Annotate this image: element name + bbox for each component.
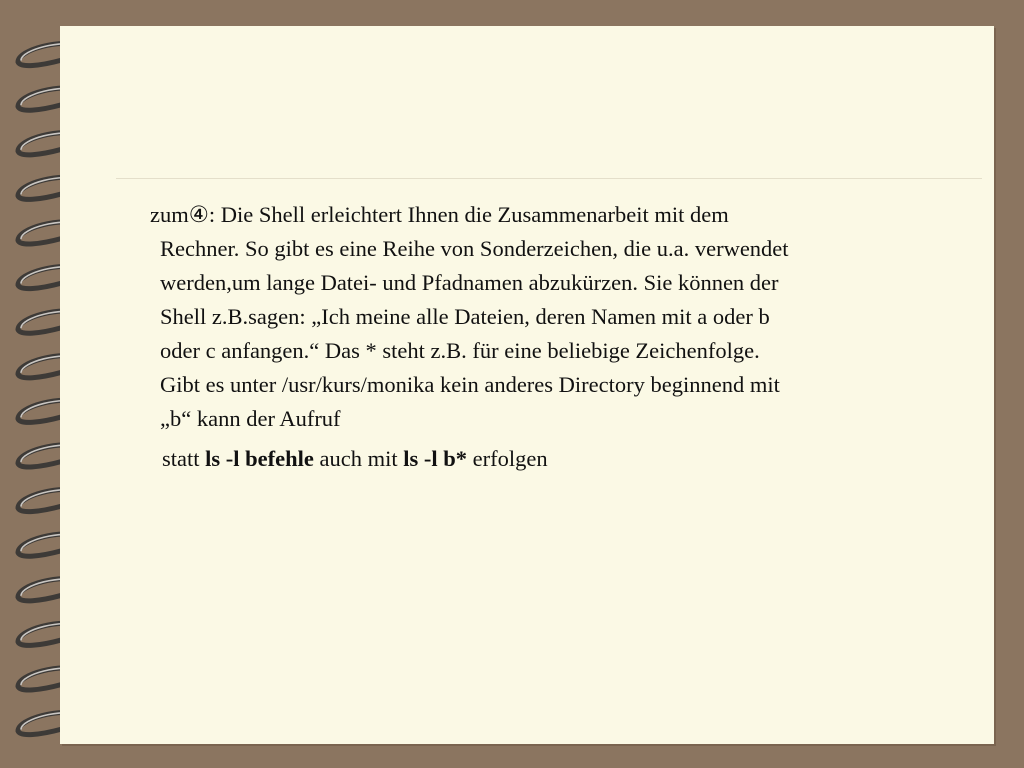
text-line: Rechner. So gibt es eine Reihe von Sonderzeichen, die u.a. verwendet: [160, 236, 789, 261]
text-line: oder c anfangen.“ Das * steht z.B. für eine beliebige Zeichenfolge.: [160, 338, 760, 363]
paragraph-command-example: [162, 442, 970, 476]
paragraph-shell-special-chars: [150, 198, 970, 436]
text-run: statt: [162, 446, 206, 471]
header-divider: [116, 178, 982, 179]
text-line: „b“ kann der Aufruf: [160, 406, 341, 431]
text-run: auch mit: [313, 446, 404, 471]
text-line: werden,um lange Datei- und Pfadnamen abzukürzen. Sie können der: [160, 270, 779, 295]
slide-body: [150, 198, 970, 476]
text-line: zum④: Die Shell erleichtert Ihnen die Zusammenarbeit mit dem: [150, 202, 729, 227]
text-line: Shell z.B.sagen: „Ich meine alle Dateien, deren Namen mit a oder b: [160, 304, 770, 329]
notebook-page: [60, 26, 994, 744]
text-run: erfolgen: [466, 446, 548, 471]
text-line: Gibt es unter /usr/kurs/monika kein anderes Directory beginnend mit: [160, 372, 780, 397]
command-ls-befehle: ls -l befehle: [205, 446, 314, 471]
command-ls-b-wildcard: ls -l b*: [403, 446, 467, 471]
